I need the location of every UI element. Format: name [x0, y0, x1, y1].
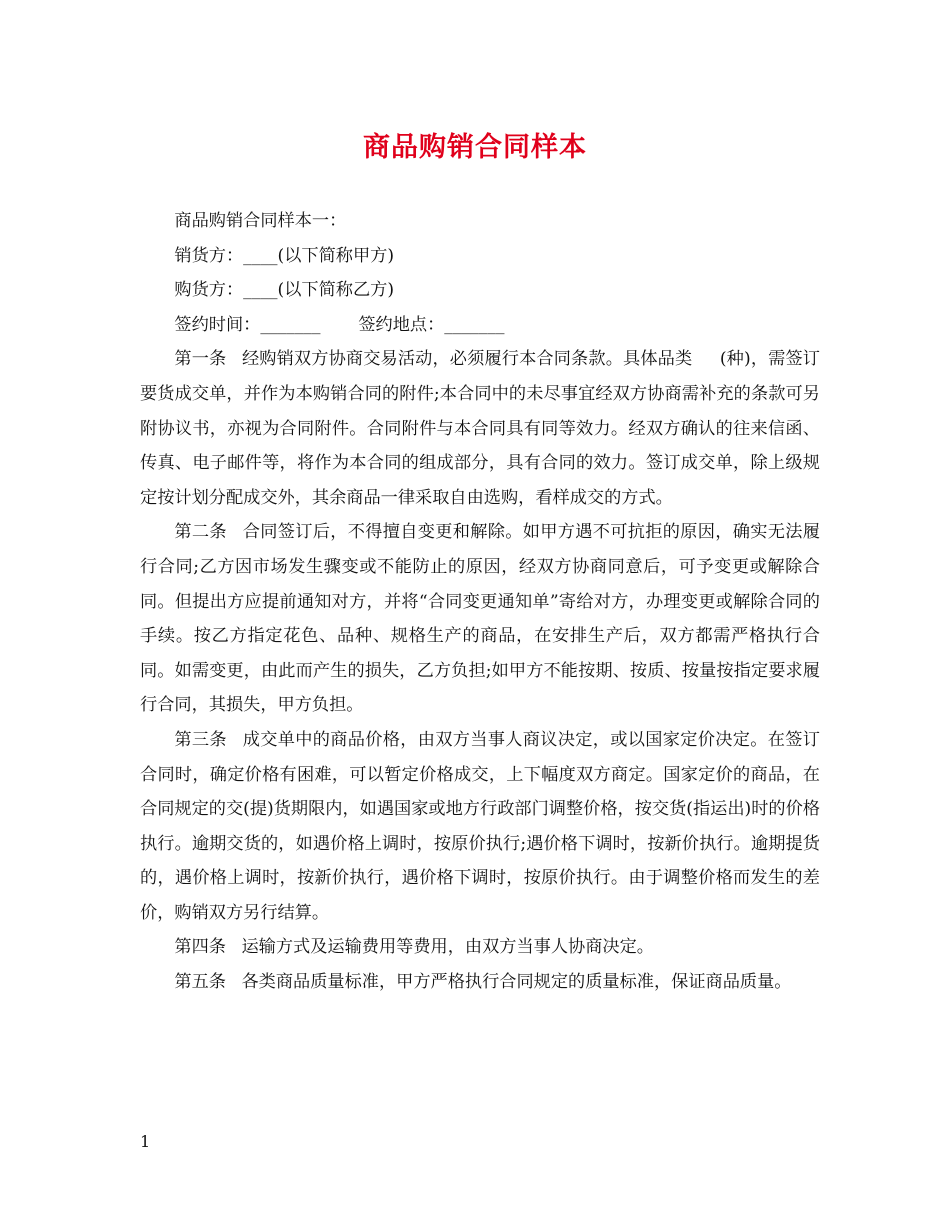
article-number: 第四条: [174, 937, 226, 958]
article-text-continued: (种)，需签订要货成交单，并作为本购销合同的附件;本合同中的未尽事宜经双方协商需补充的条款可另附协议书，亦视为合同附件。合同附件与本合同具有同等效力。经双方确认的往来信函、传真、电子邮件等，将作为本合同的组成部分，具有合同的效力。签订成交单，除上级规定按计划分配成交外，其余商品一律采取自由选购，看样成交的方式。: [140, 349, 820, 508]
article-text: 合同签订后，不得擅自变更和解除。如甲方遇不可抗拒的原因，确实无法履行合同;乙方因市场发生骤变或不能防止的原因，经双方协商同意后，可予变更或解除合同。但提出方应提前通知对方，并将“合同变更通知单”寄给对方，办理变更或解除合同的手续。按乙方指定花色、品种、规格生产的商品，在安排生产后，双方都需严格执行合同。如需变更，由此而产生的损失，乙方负担;如甲方不能按期、按质、按量按指定要求履行合同，其损失，甲方负担。: [140, 522, 820, 716]
article-text: 经购销双方协商交易活动，必须履行本合同条款。具体品类: [241, 349, 693, 370]
intro-heading: 商品购销合同样本一：: [174, 211, 347, 231]
buyer-line: 购货方：____(以下简称乙方): [174, 280, 395, 301]
sign-place: 签约地点：_______: [358, 314, 505, 335]
article-text: 成交单中的商品价格，由双方当事人商议决定，或以国家定价决定。在签订合同时，确定价格有困难，可以暂定价格成交，上下幅度双方商定。国家定价的商品，在合同规定的交(提)货期限内，如遇国家或地方行政部门调整价格，按交货(指运出)时的价格执行。逾期交货的，如遇价格上调时，按原价执行;遇价格下调时，按新价执行。逾期提货的，遇价格上调时，按新价执行，遇价格下调时，按原价执行。由于调整价格而发生的差价，购销双方另行结算。: [140, 729, 820, 923]
article-4: [140, 930, 820, 965]
document-title: 商品购销合同样本: [363, 132, 587, 163]
sign-time: 签约时间：_______: [174, 314, 321, 335]
article-1: [140, 342, 820, 515]
seller-line: 销货方：____(以下简称甲方): [174, 245, 395, 266]
article-number: 第二条: [174, 522, 227, 543]
article-5: [140, 965, 820, 1000]
article-number: 第五条: [174, 972, 226, 993]
article-2: [140, 515, 820, 723]
article-number: 第一条: [174, 349, 227, 370]
article-number: 第三条: [174, 729, 227, 750]
article-text: 运输方式及运输费用等费用，由双方当事人协商决定。: [241, 937, 654, 958]
article-text: 各类商品质量标准，甲方严格执行合同规定的质量标准，保证商品质量。: [241, 972, 792, 993]
document-body: [140, 204, 820, 1000]
page-number: 1: [140, 1132, 151, 1151]
article-3: [140, 723, 820, 931]
signing-line: [140, 308, 820, 343]
